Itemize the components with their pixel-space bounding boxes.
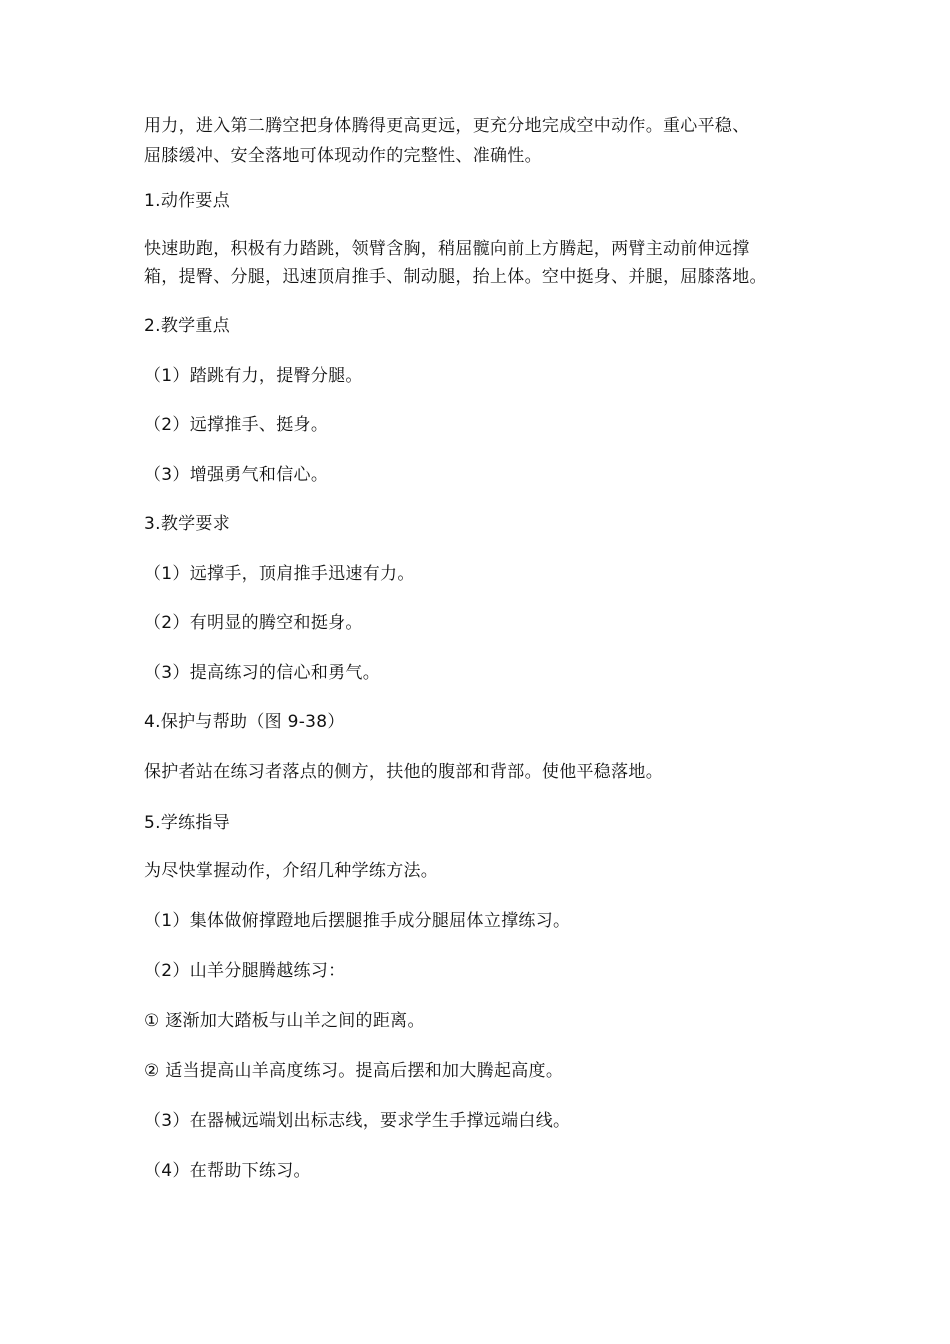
- section5-item-4: ② 适当提高山羊高度练习。提高后摆和加大腾起高度。: [144, 1061, 564, 1081]
- section3-item-3: （3）提高练习的信心和勇气。: [144, 663, 381, 683]
- intro-line-1: 用力，进入第二腾空把身体腾得更高更远，更充分地完成空中动作。重心平稳、: [144, 116, 750, 136]
- section5-item-6: （4）在帮助下练习。: [144, 1161, 311, 1181]
- section1-body-line-2: 箱，提臀、分腿，迅速顶肩推手、制动腿，抬上体。空中挺身、并腿，屈膝落地。: [144, 267, 767, 287]
- section-heading-5: 5.学练指导: [144, 813, 231, 833]
- section5-intro: 为尽快掌握动作，介绍几种学练方法。: [144, 861, 439, 881]
- section3-item-1: （1）远撑手，顶肩推手迅速有力。: [144, 564, 415, 584]
- section-heading-3: 3.教学要求: [144, 514, 231, 534]
- section2-item-1: （1）踏跳有力，提臀分腿。: [144, 366, 363, 386]
- section-heading-2: 2.教学重点: [144, 316, 231, 336]
- section4-body: 保护者站在练习者落点的侧方，扶他的腹部和背部。使他平稳落地。: [144, 762, 663, 782]
- section-heading-1: 1.动作要点: [144, 191, 231, 211]
- section-heading-4: 4.保护与帮助（图 9-38）: [144, 712, 345, 732]
- section5-item-2: （2）山羊分腿腾越练习：: [144, 961, 346, 981]
- section5-item-5: （3）在器械远端划出标志线，要求学生手撑远端白线。: [144, 1111, 571, 1131]
- section5-item-3: ① 逐渐加大踏板与山羊之间的距离。: [144, 1011, 425, 1031]
- section5-item-1: （1）集体做俯撑蹬地后摆腿推手成分腿屈体立撑练习。: [144, 911, 571, 931]
- section2-item-3: （3）增强勇气和信心。: [144, 465, 329, 485]
- section2-item-2: （2）远撑推手、挺身。: [144, 415, 329, 435]
- section1-body-line-1: 快速助跑，积极有力踏跳，领臂含胸，稍屈髋向前上方腾起，两臂主动前伸远撑: [144, 239, 750, 259]
- intro-line-2: 屈膝缓冲、安全落地可体现动作的完整性、准确性。: [144, 146, 542, 166]
- section3-item-2: （2）有明显的腾空和挺身。: [144, 613, 363, 633]
